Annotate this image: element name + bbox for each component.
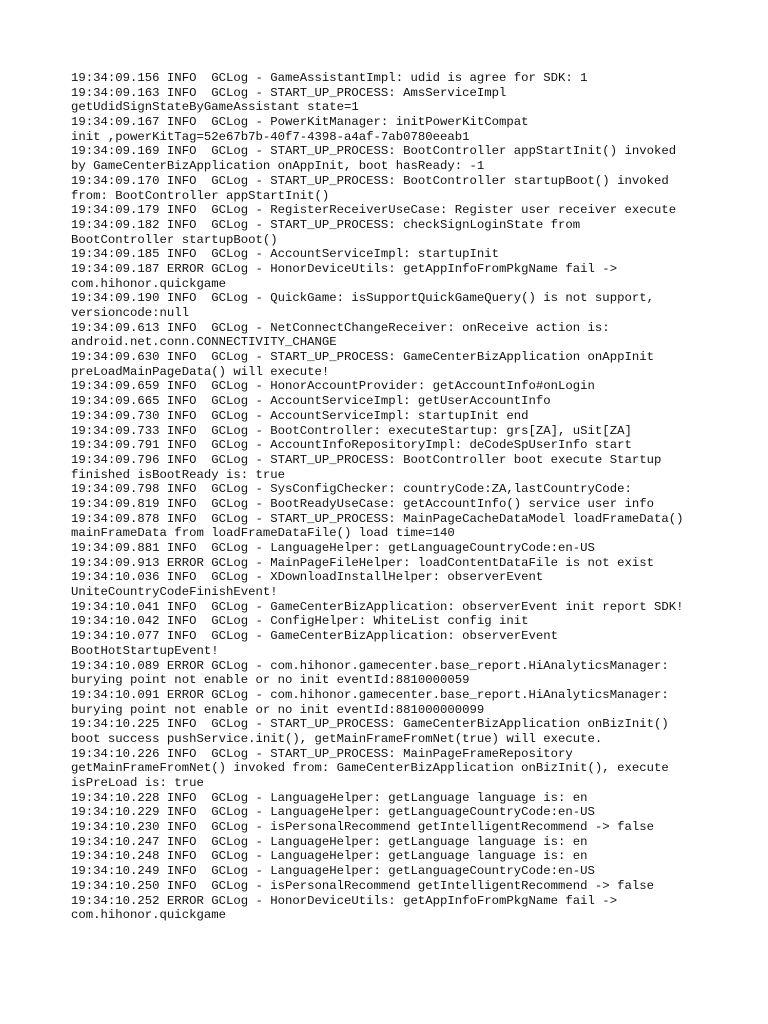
- log-line: android.net.conn.CONNECTIVITY_CHANGE: [71, 335, 337, 350]
- log-line: 19:34:09.167 INFO GCLog - PowerKitManager: initPowerKitCompat: [71, 115, 529, 130]
- log-line: finished isBootReady is: true: [71, 467, 286, 482]
- log-line: 19:34:09.185 INFO GCLog - AccountServiceImpl: startupInit: [71, 247, 500, 262]
- log-line: versioncode:null: [71, 306, 190, 320]
- log-line: 19:34:10.225 INFO GCLog - START_UP_PROCESS: GameCenterBizApplication onBizInit(): [71, 717, 669, 732]
- log-line: from: BootController appStartInit(): [71, 188, 330, 203]
- log-line: UniteCountryCodeFinishEvent!: [71, 585, 278, 600]
- log-line: burying point not enable or no init eventId:8810000059: [71, 673, 470, 688]
- log-line: com.hihonor.quickgame: [71, 276, 226, 291]
- log-line: 19:34:09.613 INFO GCLog - NetConnectChangeReceiver: onReceive action is:: [71, 320, 610, 335]
- log-line: 19:34:10.250 INFO GCLog - isPersonalRecommend getIntelligentRecommend -> false: [71, 878, 654, 893]
- log-line: 19:34:10.247 INFO GCLog - LanguageHelper: getLanguage language is: en: [71, 834, 588, 849]
- log-line: 19:34:10.248 INFO GCLog - LanguageHelper: getLanguage language is: en: [71, 849, 588, 864]
- log-line: 19:34:09.659 INFO GCLog - HonorAccountProvider: getAccountInfo#onLogin: [71, 379, 595, 394]
- log-line: burying point not enable or no init eventId:881000000099: [71, 702, 485, 717]
- log-line: 19:34:09.878 INFO GCLog - START_UP_PROCESS: MainPageCacheDataModel loadFrameData(): [71, 511, 684, 526]
- log-line: BootController startupBoot(): [71, 232, 278, 247]
- log-line: 19:34:10.089 ERROR GCLog - com.hihonor.gamecenter.base_report.HiAnalyticsManager:: [71, 658, 669, 673]
- log-line: 19:34:09.187 ERROR GCLog - HonorDeviceUtils: getAppInfoFromPkgName fail ->: [71, 261, 618, 276]
- log-line: 19:34:10.036 INFO GCLog - XDownloadInstallHelper: observerEvent: [71, 570, 544, 585]
- log-text-block: [71, 71, 731, 923]
- log-line: 19:34:09.182 INFO GCLog - START_UP_PROCESS: checkSignLoginState from: [71, 217, 581, 232]
- log-line: 19:34:10.041 INFO GCLog - GameCenterBizApplication: observerEvent init report SDK!: [71, 599, 684, 614]
- log-line: by GameCenterBizApplication onAppInit, boot hasReady: -1: [71, 159, 485, 174]
- log-line: BootHotStartupEvent!: [71, 643, 219, 658]
- log-line: 19:34:10.042 INFO GCLog - ConfigHelper: WhiteList config init: [71, 614, 529, 629]
- log-line: 19:34:09.170 INFO GCLog - START_UP_PROCESS: BootController startupBoot() invoked: [71, 173, 669, 188]
- log-line: 19:34:09.730 INFO GCLog - AccountServiceImpl: startupInit end: [71, 408, 529, 423]
- log-line: 19:34:10.230 INFO GCLog - isPersonalRecommend getIntelligentRecommend -> false: [71, 820, 654, 835]
- log-line: mainFrameData from loadFrameDataFile() load time=140: [71, 526, 455, 541]
- log-line: 19:34:09.179 INFO GCLog - RegisterReceiverUseCase: Register user receiver execute: [71, 203, 677, 218]
- log-line: 19:34:09.881 INFO GCLog - LanguageHelper: getLanguageCountryCode:en-US: [71, 541, 595, 555]
- log-line: boot success pushService.init(), getMainFrameFromNet(true) will execute.: [71, 731, 603, 746]
- log-line: 19:34:10.252 ERROR GCLog - HonorDeviceUtils: getAppInfoFromPkgName fail ->: [71, 893, 618, 908]
- log-line: 19:34:09.190 INFO GCLog - QuickGame: isSupportQuickGameQuery() is not support,: [71, 291, 654, 306]
- log-line: 19:34:10.091 ERROR GCLog - com.hihonor.gamecenter.base_report.HiAnalyticsManager:: [71, 687, 669, 702]
- log-line: 19:34:09.665 INFO GCLog - AccountServiceImpl: getUserAccountInfo: [71, 394, 551, 409]
- log-line: 19:34:10.077 INFO GCLog - GameCenterBizApplication: observerEvent: [71, 629, 559, 644]
- log-line: 19:34:09.819 INFO GCLog - BootReadyUseCase: getAccountInfo() service user info: [71, 496, 654, 511]
- log-line: getUdidSignStateByGameAssistant state=1: [71, 100, 359, 115]
- log-line: 19:34:09.630 INFO GCLog - START_UP_PROCESS: GameCenterBizApplication onAppInit: [71, 350, 654, 365]
- log-line: 19:34:10.226 INFO GCLog - START_UP_PROCESS: MainPageFrameRepository: [71, 746, 573, 761]
- log-line: 19:34:09.169 INFO GCLog - START_UP_PROCESS: BootController appStartInit() invoked: [71, 144, 677, 159]
- log-line: init ,powerKitTag=52e67b7b-40f7-4398-a4af-7ab0780eeab1: [71, 129, 470, 144]
- log-line: 19:34:09.913 ERROR GCLog - MainPageFileHelper: loadContentDataFile is not exist: [71, 555, 654, 570]
- log-line: 19:34:09.163 INFO GCLog - START_UP_PROCESS: AmsServiceImpl: [71, 85, 507, 100]
- log-line: 19:34:09.733 INFO GCLog - BootController: executeStartup: grs[ZA], uSit[ZA]: [71, 423, 632, 438]
- log-line: 19:34:10.228 INFO GCLog - LanguageHelper: getLanguage language is: en: [71, 790, 588, 805]
- log-line: preLoadMainPageData() will execute!: [71, 364, 330, 379]
- log-line: 19:34:09.791 INFO GCLog - AccountInfoRepositoryImpl: deCodeSpUserInfo start: [71, 438, 632, 453]
- log-line: 19:34:09.798 INFO GCLog - SysConfigChecker: countryCode:ZA,lastCountryCode:: [71, 482, 632, 497]
- log-line: 19:34:10.249 INFO GCLog - LanguageHelper: getLanguageCountryCode:en-US: [71, 864, 595, 879]
- log-line: getMainFrameFromNet() invoked from: GameCenterBizApplication onBizInit(), execute: [71, 761, 669, 776]
- log-line: 19:34:10.229 INFO GCLog - LanguageHelper: getLanguageCountryCode:en-US: [71, 805, 595, 820]
- log-line: 19:34:09.156 INFO GCLog - GameAssistantImpl: udid is agree for SDK: 1: [71, 71, 588, 85]
- log-line: 19:34:09.796 INFO GCLog - START_UP_PROCESS: BootController boot execute Startup: [71, 452, 662, 467]
- log-line: isPreLoad is: true: [71, 776, 204, 790]
- log-line: com.hihonor.quickgame: [71, 908, 226, 923]
